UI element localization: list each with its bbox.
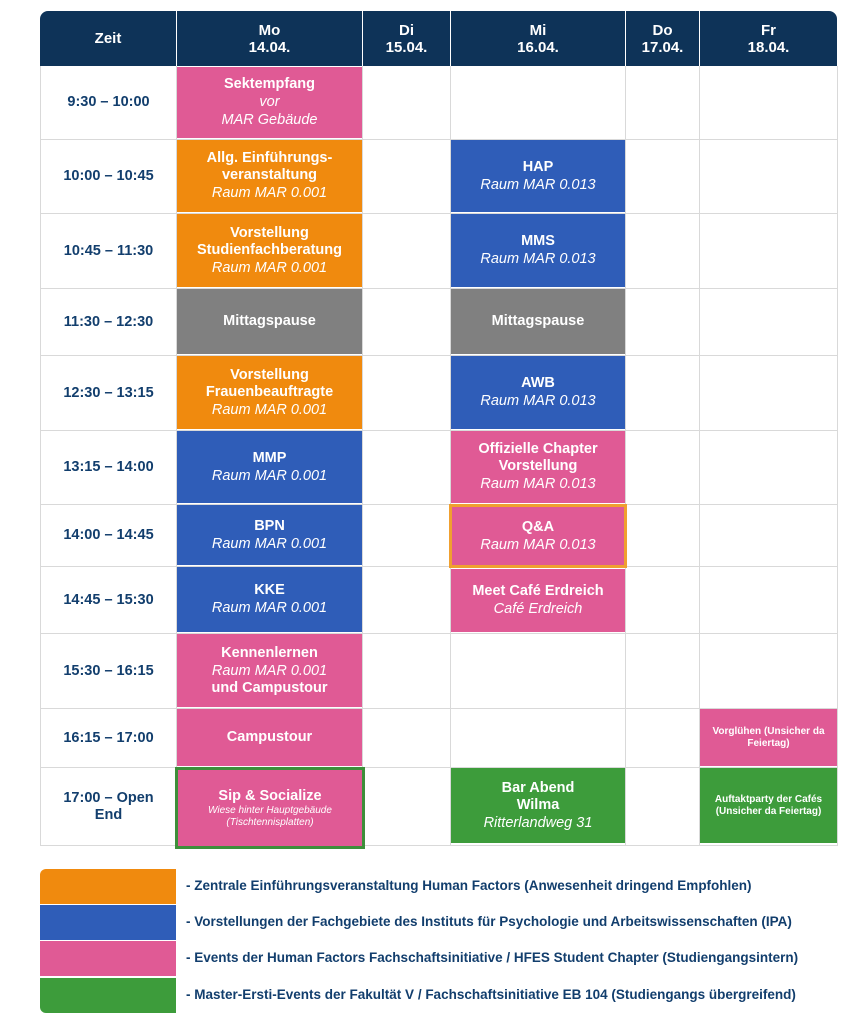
header-day-name: Do <box>652 21 673 39</box>
event-location: Raum MAR 0.013 <box>480 176 596 193</box>
event-chapter-vorstellung[interactable] <box>451 431 625 503</box>
event-title: Mittagspause <box>491 313 585 329</box>
header-day-name: Mi <box>529 21 547 39</box>
event-title: Feiertag) <box>747 737 790 749</box>
header-day-date: 18.04. <box>747 38 790 56</box>
event-title: Sip & Socialize <box>218 787 322 804</box>
event-title: Auftaktparty der Cafés <box>714 793 823 805</box>
time-label: 11:30 – 12:30 <box>63 313 154 330</box>
header-zeit <box>40 11 176 66</box>
event-hap[interactable] <box>451 140 625 212</box>
event-title: Vorglühen (Unsicher da <box>712 725 825 737</box>
event-location: vor <box>259 94 280 110</box>
event-title: und Campustour <box>211 679 328 696</box>
time-slot <box>41 214 176 288</box>
event-location: Raum MAR 0.001 <box>211 600 328 616</box>
event-location: (Tischtennisplatten) <box>226 816 314 828</box>
grid-line <box>362 66 363 846</box>
event-bar-abend[interactable] <box>451 768 625 843</box>
event-location: Wiese hinter Hauptgebäude <box>208 804 332 816</box>
event-location: Raum MAR 0.001 <box>211 401 328 418</box>
time-label: 17:00 – Open End <box>63 789 154 823</box>
time-label: 15:30 – 16:15 <box>63 662 154 679</box>
event-location: Ritterlandweg 31 <box>483 814 593 831</box>
event-title: Offizielle Chapter <box>478 441 598 457</box>
time-label: 16:15 – 17:00 <box>63 729 154 746</box>
event-title: Vorstellung <box>498 458 578 474</box>
legend-text: - Vorstellungen der Fachgebiete des Instituts für Psychologie und Arbeitswissenschaften (IPA) <box>186 914 792 929</box>
time-label: 14:45 – 15:30 <box>63 591 154 608</box>
event-title: veranstaltung <box>221 167 318 183</box>
event-mittagspause-mi[interactable] <box>451 289 625 354</box>
header-day-date: 17.04. <box>641 38 684 56</box>
event-title: Vorstellung <box>230 366 309 383</box>
time-label: 10:45 – 11:30 <box>63 242 154 259</box>
event-sektempfang[interactable] <box>177 67 362 138</box>
event-title: Studienfachberatung <box>196 241 342 258</box>
grid-line <box>625 66 626 846</box>
event-title: Q&A <box>521 518 555 535</box>
event-mittagspause-mo[interactable] <box>177 289 362 354</box>
event-title: Bar Abend <box>501 779 575 796</box>
legend-swatch-green <box>40 978 176 1013</box>
event-bpn[interactable] <box>177 505 362 565</box>
time-slot <box>41 768 176 845</box>
time-slot <box>41 356 176 430</box>
legend-swatch-pink <box>40 941 176 976</box>
event-location: Raum MAR 0.013 <box>480 476 596 492</box>
event-location: Raum MAR 0.013 <box>480 536 596 553</box>
event-einfuehrung[interactable] <box>177 140 362 212</box>
event-awb[interactable] <box>451 356 625 429</box>
header-day-di <box>363 11 450 66</box>
event-title: BPN <box>254 517 285 534</box>
event-title: AWB <box>521 375 555 391</box>
time-label: 12:30 – 13:15 <box>63 384 154 401</box>
legend-swatch-orange <box>40 869 176 904</box>
time-slot <box>41 289 176 355</box>
time-slot <box>41 505 176 566</box>
event-title: Allg. Einführungs- <box>206 150 333 166</box>
legend-text: - Events der Human Factors Fachschaftsinitiative / HFES Student Chapter (Studiengangsintern) <box>186 950 799 965</box>
header-day-fr <box>700 11 837 66</box>
header-day-name: Di <box>399 21 414 39</box>
event-location: Raum MAR 0.001 <box>211 467 328 484</box>
time-slot <box>41 567 176 633</box>
time-label: 14:00 – 14:45 <box>63 527 154 543</box>
event-qa[interactable] <box>449 504 627 568</box>
event-mms[interactable] <box>451 214 625 287</box>
event-location: Raum MAR 0.001 <box>211 535 328 552</box>
header-day-name: Fr <box>761 21 776 39</box>
event-location: Café Erdreich <box>493 601 583 617</box>
header-day-date: 15.04. <box>385 38 428 56</box>
header-day-do <box>626 11 699 66</box>
header-zeit-label: Zeit <box>94 30 122 47</box>
event-title: Sektempfang <box>223 76 316 92</box>
event-vorgluehen[interactable] <box>700 709 837 766</box>
header-day-mi <box>451 11 625 66</box>
event-title: KKE <box>254 582 285 598</box>
event-location: Raum MAR 0.013 <box>480 251 596 267</box>
event-auftaktparty[interactable] <box>700 768 837 843</box>
event-location: Raum MAR 0.013 <box>480 393 596 409</box>
time-label: 9:30 – 10:00 <box>67 94 150 110</box>
time-label: 13:15 – 14:00 <box>63 459 154 475</box>
time-slot <box>41 140 176 213</box>
event-title: Meet Café Erdreich <box>472 583 604 599</box>
event-location: Raum MAR 0.001 <box>211 662 328 679</box>
event-campustour[interactable] <box>177 709 362 766</box>
time-label: 10:00 – 10:45 <box>63 168 154 184</box>
event-frauenbeauftragte[interactable] <box>177 356 362 429</box>
time-slot <box>41 634 176 708</box>
header-day-date: 14.04. <box>248 38 291 56</box>
header-day-mo <box>177 11 362 66</box>
event-location: MAR Gebäude <box>221 112 318 128</box>
event-title: MMS <box>521 233 555 249</box>
time-slot <box>41 709 176 767</box>
legend-swatch-blue <box>40 905 176 940</box>
event-title: Kennenlernen <box>221 644 318 661</box>
event-title: Mittagspause <box>223 313 316 329</box>
event-title: Vorstellung <box>230 224 309 241</box>
header-day-name: Mo <box>258 21 281 39</box>
event-title: Campustour <box>226 729 313 745</box>
event-kke[interactable] <box>177 567 362 632</box>
event-sip-socialize[interactable] <box>175 767 365 849</box>
event-meet-cafe[interactable] <box>451 569 625 632</box>
header-day-date: 16.04. <box>517 38 559 56</box>
event-location: Raum MAR 0.001 <box>211 185 328 201</box>
grid-line <box>40 845 838 846</box>
time-slot <box>41 66 176 139</box>
event-studienfachberatung[interactable] <box>177 214 362 287</box>
grid-line <box>837 66 838 846</box>
event-location: Raum MAR 0.001 <box>211 259 328 276</box>
event-kennenlernen[interactable] <box>177 634 362 707</box>
event-title: (Unsicher da Feiertag) <box>715 805 822 817</box>
legend-text: - Master-Ersti-Events der Fakultät V / Fachschaftsinitiative EB 104 (Studiengangs übergreifend) <box>186 987 796 1002</box>
time-slot <box>41 431 176 504</box>
legend-text: - Zentrale Einführungsveranstaltung Human Factors (Anwesenheit dringend Empfohlen) <box>186 878 752 893</box>
event-title: Frauenbeauftragte <box>205 383 334 400</box>
event-title: Wilma <box>516 796 560 813</box>
event-title: HAP <box>522 158 554 175</box>
event-mmp[interactable] <box>177 431 362 503</box>
event-title: MMP <box>252 449 287 466</box>
